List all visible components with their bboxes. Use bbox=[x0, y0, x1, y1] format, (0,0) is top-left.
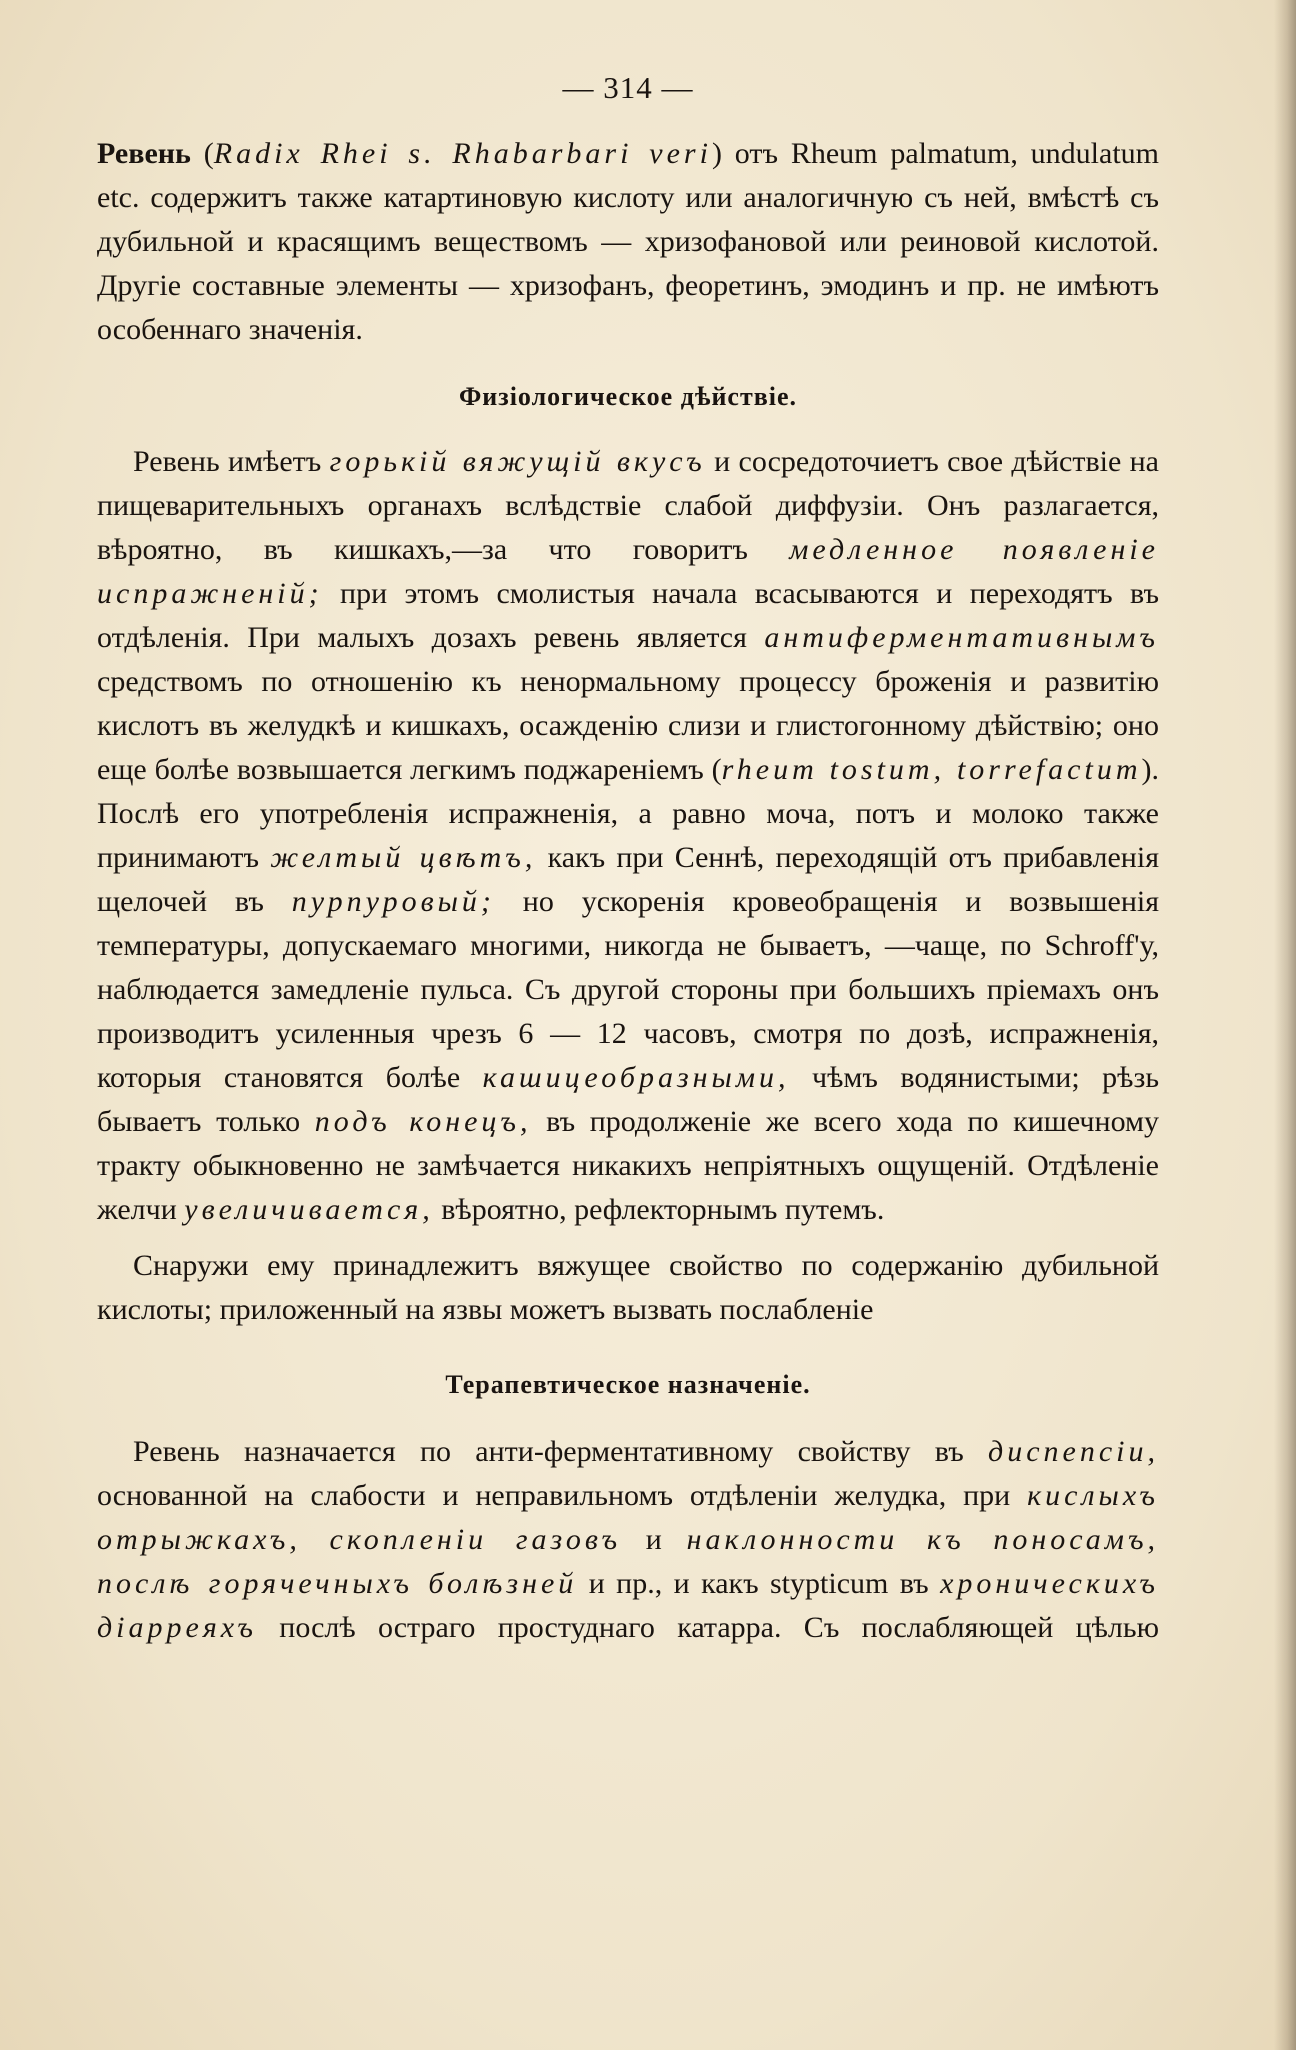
emphasis: наклонности къ поносамъ, послѣ горячечныхъ болѣзней bbox=[97, 1523, 1160, 1600]
therapeutic-paragraph bbox=[97, 1430, 1159, 1650]
text-run: основанной на слабости и неправильномъ отдѣленіи желудка, при bbox=[97, 1479, 1028, 1512]
emphasis: rheum tostum, torrefactum bbox=[721, 753, 1142, 786]
text-run: и пр., и какъ stypticum въ bbox=[577, 1567, 941, 1600]
text-run: вѣроятно, рефлекторнымъ путемъ. bbox=[433, 1193, 885, 1226]
page-edge-shadow bbox=[1274, 0, 1296, 2050]
text-run: ). Послѣ его употребленія испражненія, а равно моча, потъ и молоко также принимаютъ bbox=[97, 753, 1159, 874]
intro-open: ( bbox=[190, 137, 214, 170]
text-run: послѣ остраго простуднаго катарра. Съ послабляющей цѣлью bbox=[256, 1611, 1159, 1644]
emphasis: горькій вяжущій вкусъ bbox=[329, 445, 706, 478]
emphasis: кашицеобразными, bbox=[482, 1061, 790, 1094]
text-run: чѣмъ водянистыми; рѣзь бываетъ только bbox=[97, 1061, 1160, 1138]
emphasis: увеличивается, bbox=[184, 1193, 434, 1226]
intro-paragraph bbox=[97, 132, 1159, 352]
term-rhubarb: Ревень bbox=[97, 137, 191, 170]
text-column bbox=[97, 70, 1159, 1650]
emphasis: подъ конецъ, bbox=[314, 1105, 532, 1138]
physiological-paragraph bbox=[97, 440, 1159, 1232]
text-run: и сосредоточиетъ свое дѣйствіе на пищеварительныхъ органахъ вслѣдствіе слабой диффузіи. Онъ разлагается, вѣроятно, въ кишкахъ,—за что говоритъ bbox=[97, 445, 1159, 566]
emphasis: медленное появленіе испражненій; bbox=[97, 533, 1159, 610]
emphasis: диспепсіи, bbox=[988, 1435, 1159, 1468]
heading-therapeutic: Терапевтическое назначеніе. bbox=[445, 1370, 811, 1399]
emphasis: желтый цвѣтъ, bbox=[270, 841, 537, 874]
text-run: въ продолженіе же всего хода по кишечному тракту обыкновенно не замѣчается никакихъ непріятныхъ ощущеній. Отдѣленіе желчи bbox=[97, 1105, 1159, 1226]
text-run: Ревень имѣетъ bbox=[133, 445, 330, 478]
emphasis: хроническихъ діарреяхъ bbox=[97, 1567, 1159, 1644]
heading-physiological: Физіологическое дѣйствіе. bbox=[458, 382, 798, 411]
text-run: при этомъ смолистыя начала всасываются и переходятъ въ отдѣленія. При малыхъ дозахъ ревень является bbox=[97, 577, 1159, 654]
text-run: какъ при Сеннѣ, переходящій отъ прибавленія щелочей въ bbox=[97, 841, 1159, 918]
external-paragraph: Снаружи ему принадлежитъ вяжущее свойство по содержанію дубильной кислоты; приложенный на язвы можетъ вызвать послабленіе bbox=[97, 1249, 1159, 1326]
text-run: и bbox=[621, 1523, 687, 1556]
text-run: средствомъ по отношенію къ ненормальному процессу броженія и развитію кислотъ въ желудкѣ и кишкахъ, осажденію слизи и глистогонному дѣйствію; оно еще болѣе возвышается легкимъ поджареніемъ ( bbox=[97, 665, 1159, 786]
intro-text: ) отъ Rheum palmatum, undulatum etc. содержитъ также катартиновую кислоту или аналогичную съ ней, вмѣстѣ съ дубильной и красящимъ веществомъ — хризофановой или реиновой кислотой. Другіе составные элементы — хризофанъ, феоретинъ, эмодинъ и пр. не имѣютъ особеннаго значенія. bbox=[97, 137, 1159, 346]
page-number: — 314 — bbox=[562, 70, 694, 105]
emphasis: кислыхъ отрыжкахъ, скопленіи газовъ bbox=[97, 1479, 1159, 1556]
text-run: но ускоренія кровеобращенія и возвышенія температуры, допускаемаго многими, никогда не бываетъ, —чаще, по Schroff'у, наблюдается замедленіе пульса. Съ другой стороны при большихъ пріемахъ онъ производитъ усиленныя чрезъ 6 — 12 часовъ, смотря по дозѣ, испражненія, которыя становятся болѣе bbox=[97, 885, 1160, 1094]
emphasis: антиферментативнымъ bbox=[764, 621, 1159, 654]
emphasis: пурпуровый; bbox=[291, 885, 495, 918]
paragraph-gap bbox=[97, 1232, 1159, 1244]
text-run: Ревень назначается по анти-ферментативному свойству въ bbox=[133, 1435, 989, 1468]
latin-name: Radix Rhei s. Rhabarbari veri bbox=[213, 137, 712, 170]
